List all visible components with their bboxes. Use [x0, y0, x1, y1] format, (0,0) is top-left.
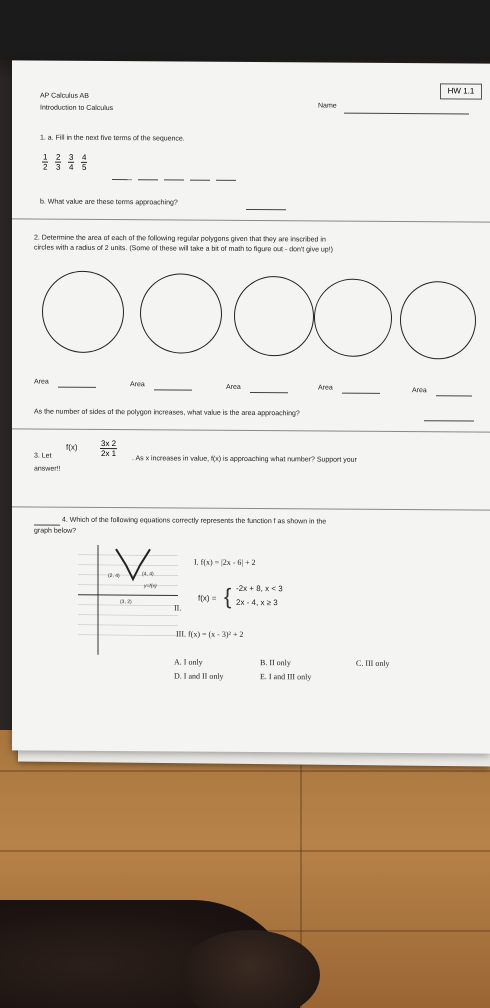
dark-background [0, 0, 490, 60]
sequence-term [42, 153, 48, 172]
term-numerator: 2 [56, 152, 61, 162]
curve-label: y=f(x) [144, 583, 157, 590]
option-2-case-2: 2x - 4, x ≥ 3 [236, 597, 278, 608]
q2-approach-text: As the number of sides of the polygon increases, what value is the area approaching? [34, 408, 300, 418]
term-numerator: 3 [69, 152, 74, 162]
circle-1 [42, 271, 124, 354]
course-title: AP Calculus AB [40, 92, 89, 100]
name-label: Name [318, 102, 337, 110]
fraction-denominator: 2x 1 [101, 448, 117, 459]
circle-2 [140, 273, 222, 354]
q2-approach-blank[interactable] [424, 420, 474, 421]
name-blank[interactable] [344, 113, 469, 115]
area-label-3: Area [226, 383, 241, 391]
divider [12, 218, 490, 222]
term-blank[interactable] [164, 179, 184, 180]
circle-4 [314, 278, 392, 357]
sequence-term [68, 153, 74, 172]
q3-text: . As x increases in value, f(x) is approaching what number? Support your [132, 455, 357, 464]
area-blank-1[interactable] [58, 387, 96, 388]
area-label-5: Area [412, 387, 427, 395]
q3-fraction [100, 439, 117, 458]
q1a-text: 1. a. Fill in the next five terms of the sequence. [40, 134, 185, 143]
worksheet [12, 60, 490, 753]
q3-let: 3. Let [34, 452, 52, 460]
x-axis [78, 595, 178, 596]
q1b-text: b. What value are these terms approaching? [40, 198, 178, 207]
sequence-term [81, 153, 87, 172]
q3-fx: f(x) [66, 442, 78, 452]
term-numerator: 4 [82, 152, 87, 162]
term-denominator: 4 [69, 162, 74, 172]
circle-3 [234, 276, 314, 357]
hw-label: HW 1.1 [440, 83, 482, 99]
q4-line1: 4. Which of the following equations correctly represents the function f as shown in the [62, 516, 327, 526]
term-denominator: 3 [56, 162, 61, 172]
term-denominator: 2 [43, 162, 48, 172]
choice-d[interactable]: D. I and II only [174, 671, 224, 681]
q2-line2: circles with a radius of 2 units. (Some of these will take a bit of math to figure out - don't give up!) [34, 244, 333, 254]
choice-e[interactable]: E. I and III only [260, 672, 312, 682]
option-1: I. f(x) = |2x - 6| + 2 [194, 557, 256, 568]
q4-line2: graph below? [34, 527, 77, 535]
choice-b[interactable]: B. II only [260, 658, 291, 668]
divider [12, 506, 490, 510]
term-blank[interactable] [190, 180, 210, 181]
circle-5 [400, 281, 476, 360]
q4-answer-blank[interactable] [34, 524, 60, 525]
choice-a[interactable]: A. I only [174, 657, 203, 667]
option-2-fx: f(x) = [198, 593, 217, 603]
term-numerator: 1 [43, 152, 48, 162]
term-blank[interactable] [216, 180, 236, 181]
brace-icon: { [224, 583, 232, 609]
unit-title: Introduction to Calculus [40, 104, 114, 113]
sequence-terms [42, 153, 102, 177]
q1b-blank[interactable] [246, 209, 286, 210]
term-blank[interactable] [138, 179, 158, 180]
choice-c[interactable]: C. III only [356, 658, 390, 668]
area-blank-4[interactable] [342, 393, 380, 394]
term-blank[interactable] [112, 179, 132, 180]
q3-text2: answer!! [34, 465, 61, 473]
option-2-label: II. [174, 603, 182, 613]
sequence-term [55, 153, 61, 172]
area-label-2: Area [130, 381, 145, 389]
fraction-numerator: 3x 2 [101, 438, 117, 449]
area-label-4: Area [318, 384, 333, 392]
divider [12, 428, 490, 432]
area-blank-3[interactable] [250, 392, 288, 393]
area-blank-5[interactable] [436, 395, 472, 396]
option-2-case-1: -2x + 8, x < 3 [236, 583, 283, 594]
area-label-1: Area [34, 378, 49, 386]
term-denominator: 5 [82, 162, 87, 172]
point-left-label: (2, 4) [108, 573, 120, 580]
point-right-label: (4, 4) [142, 571, 154, 578]
area-blank-2[interactable] [154, 389, 192, 390]
vertex-label: (3, 2) [120, 599, 132, 606]
q2-line1: 2. Determine the area of each of the following regular polygons given that they are inscribed in [34, 234, 326, 244]
option-3: III. f(x) = (x - 3)² + 2 [176, 629, 244, 639]
